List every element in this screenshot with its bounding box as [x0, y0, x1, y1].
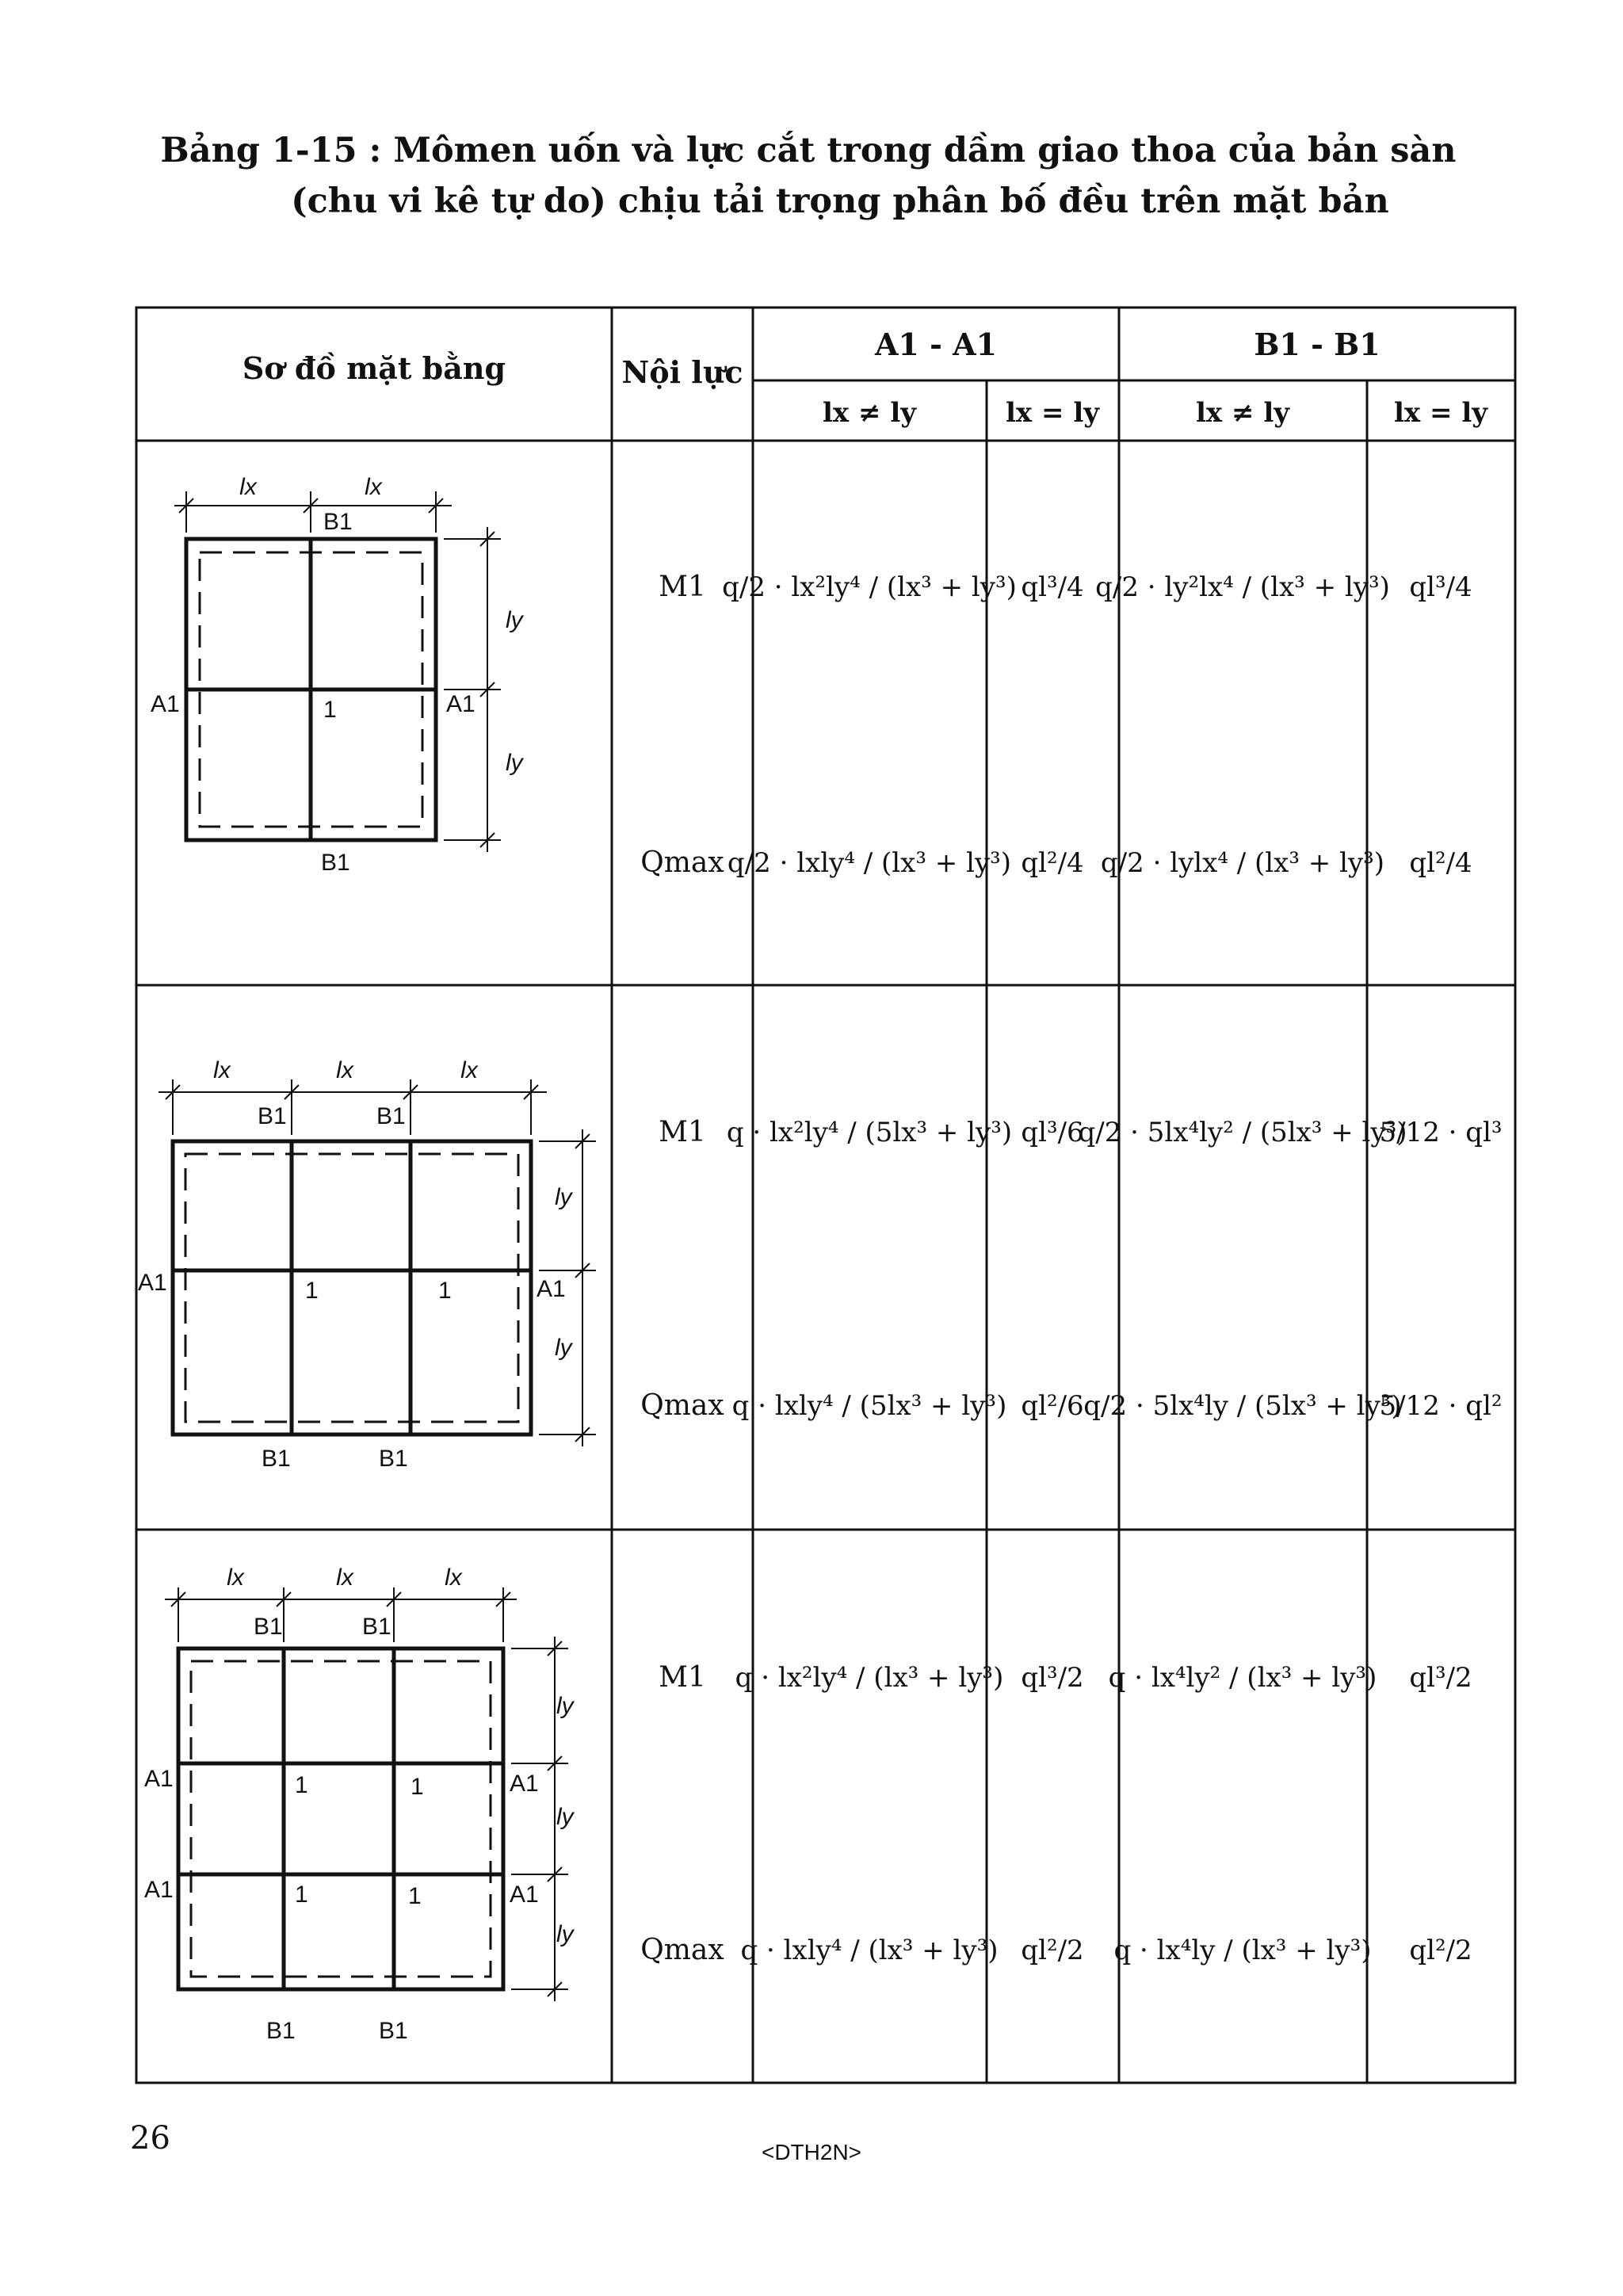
- footer-mark: <DTH2N>: [761, 2140, 862, 2164]
- header-a1a1: A1 - A1: [874, 327, 998, 362]
- header-a-eq: lx = ly: [1005, 397, 1100, 429]
- d2-b1-bottom-2: B1: [379, 1446, 408, 1472]
- r2-q-b-eq: 5/12 · ql²: [1379, 1390, 1503, 1422]
- r1-m-a-neq: q/2 · lx²ly⁴ / (lx³ + ly³): [722, 571, 1017, 603]
- r1-m-b-neq: q/2 · ly²lx⁴ / (lx³ + ly³): [1095, 571, 1390, 603]
- r1-m-b-eq: ql³/4: [1409, 571, 1472, 603]
- r3-q-a-eq: ql²/2: [1021, 1935, 1084, 1966]
- r1-m-a-eq: ql³/4: [1021, 571, 1084, 603]
- r3-q-b-neq: q · lx⁴ly / (lx³ + ly³): [1113, 1935, 1372, 1966]
- d2-lx-3: lx: [460, 1057, 478, 1083]
- d3-node-1d: 1: [408, 1883, 422, 1909]
- row1-m-label: M1: [659, 571, 706, 603]
- r2-q-a-neq: q · lxly⁴ / (5lx³ + ly³): [731, 1390, 1007, 1422]
- r1-q-a-neq: q/2 · lxly⁴ / (lx³ + ly³): [727, 847, 1012, 879]
- d3-ly-2: ly: [556, 1804, 574, 1830]
- d1-ly-1: ly: [506, 607, 523, 633]
- r3-m-b-eq: ql³/2: [1409, 1662, 1472, 1694]
- row2-m-label: M1: [659, 1116, 706, 1148]
- r3-m-a-eq: ql³/2: [1021, 1662, 1084, 1694]
- d3-ly-1: ly: [556, 1693, 574, 1719]
- d3-node-1a: 1: [295, 1772, 308, 1798]
- row1-q-label: Qmax: [640, 846, 724, 879]
- r3-q-b-eq: ql²/2: [1409, 1935, 1472, 1966]
- d2-lx-2: lx: [336, 1057, 353, 1083]
- d3-a1-left-1: A1: [144, 1766, 174, 1792]
- d1-a1-left: A1: [151, 691, 180, 717]
- d3-node-1b: 1: [411, 1774, 424, 1800]
- r3-q-a-neq: q · lxly⁴ / (lx³ + ly³): [740, 1935, 999, 1966]
- d1-lx-1: lx: [239, 474, 257, 500]
- header-b-neq: lx ≠ ly: [1195, 397, 1290, 429]
- d2-b1-top-1: B1: [258, 1103, 287, 1129]
- r3-m-b-neq: q · lx⁴ly² / (lx³ + ly³): [1108, 1662, 1377, 1694]
- d1-a1-right: A1: [446, 691, 475, 717]
- d3-b1-bottom-2: B1: [379, 2018, 408, 2044]
- row3-q-label: Qmax: [640, 1934, 724, 1966]
- d1-ly-2: ly: [506, 750, 523, 776]
- row2-q-label: Qmax: [640, 1389, 724, 1422]
- d3-lx-1: lx: [227, 1564, 244, 1591]
- d3-b1-top-2: B1: [362, 1614, 391, 1640]
- header-force: Nội lực: [621, 354, 743, 390]
- d3-a1-left-2: A1: [144, 1877, 174, 1903]
- header-diagram: Sơ đồ mặt bằng: [242, 350, 506, 386]
- d2-node-1a: 1: [305, 1278, 319, 1304]
- d3-b1-bottom-1: B1: [266, 2018, 296, 2044]
- r2-q-b-neq: q/2 · 5lx⁴ly / (5lx³ + ly³): [1083, 1390, 1402, 1422]
- r1-q-a-eq: ql²/4: [1021, 847, 1084, 879]
- d3-a1-right-2: A1: [510, 1881, 539, 1908]
- d2-a1-left: A1: [138, 1270, 167, 1296]
- header-a-neq: lx ≠ ly: [822, 397, 917, 429]
- d1-b1-top: B1: [323, 509, 353, 535]
- d1-b1-bottom: B1: [321, 850, 350, 876]
- d2-b1-top-2: B1: [376, 1103, 406, 1129]
- d3-lx-3: lx: [445, 1564, 462, 1591]
- r2-m-b-eq: 5/12 · ql³: [1379, 1117, 1503, 1148]
- r2-m-a-eq: ql³/6: [1021, 1117, 1084, 1148]
- row3-m-label: M1: [659, 1661, 706, 1694]
- diagram-3x3: [144, 1564, 575, 2044]
- d3-node-1c: 1: [295, 1881, 308, 1908]
- d3-ly-3: ly: [556, 1921, 574, 1947]
- d2-ly-1: ly: [555, 1184, 572, 1210]
- d3-a1-right-1: A1: [510, 1771, 539, 1797]
- table-title-line1: Bảng 1-15 : Mômen uốn và lực cắt trong dầm giao thoa của bản sàn: [160, 131, 1457, 170]
- r2-m-a-neq: q · lx²ly⁴ / (5lx³ + ly³): [726, 1117, 1013, 1148]
- d2-ly-2: ly: [555, 1335, 572, 1361]
- r3-m-a-neq: q · lx²ly⁴ / (lx³ + ly³): [735, 1662, 1004, 1694]
- diagram-3x2: [138, 1057, 596, 1472]
- r2-m-b-neq: q/2 · 5lx⁴ly² / (5lx³ + ly³): [1078, 1117, 1407, 1148]
- d3-lx-2: lx: [336, 1564, 353, 1591]
- table-title-line2: (chu vi kê tự do) chịu tải trọng phân bố đều trên mặt bản: [291, 181, 1389, 221]
- d1-lx-2: lx: [365, 474, 382, 500]
- d3-b1-top-1: B1: [254, 1614, 283, 1640]
- page-number: 26: [130, 2120, 170, 2157]
- formula-cells: [722, 571, 1502, 1966]
- header-b-eq: lx = ly: [1393, 397, 1488, 429]
- d2-lx-1: lx: [213, 1057, 231, 1083]
- d2-a1-right: A1: [537, 1276, 566, 1302]
- d2-node-1b: 1: [438, 1278, 452, 1304]
- r1-q-b-eq: ql²/4: [1409, 847, 1472, 879]
- header-b1b1: B1 - B1: [1254, 327, 1381, 362]
- d2-b1-bottom-1: B1: [262, 1446, 291, 1472]
- r2-q-a-eq: ql²/6: [1021, 1390, 1084, 1422]
- diagram-2x2: [151, 474, 525, 876]
- d1-node-1: 1: [323, 697, 337, 723]
- r1-q-b-neq: q/2 · lylx⁴ / (lx³ + ly³): [1100, 847, 1385, 879]
